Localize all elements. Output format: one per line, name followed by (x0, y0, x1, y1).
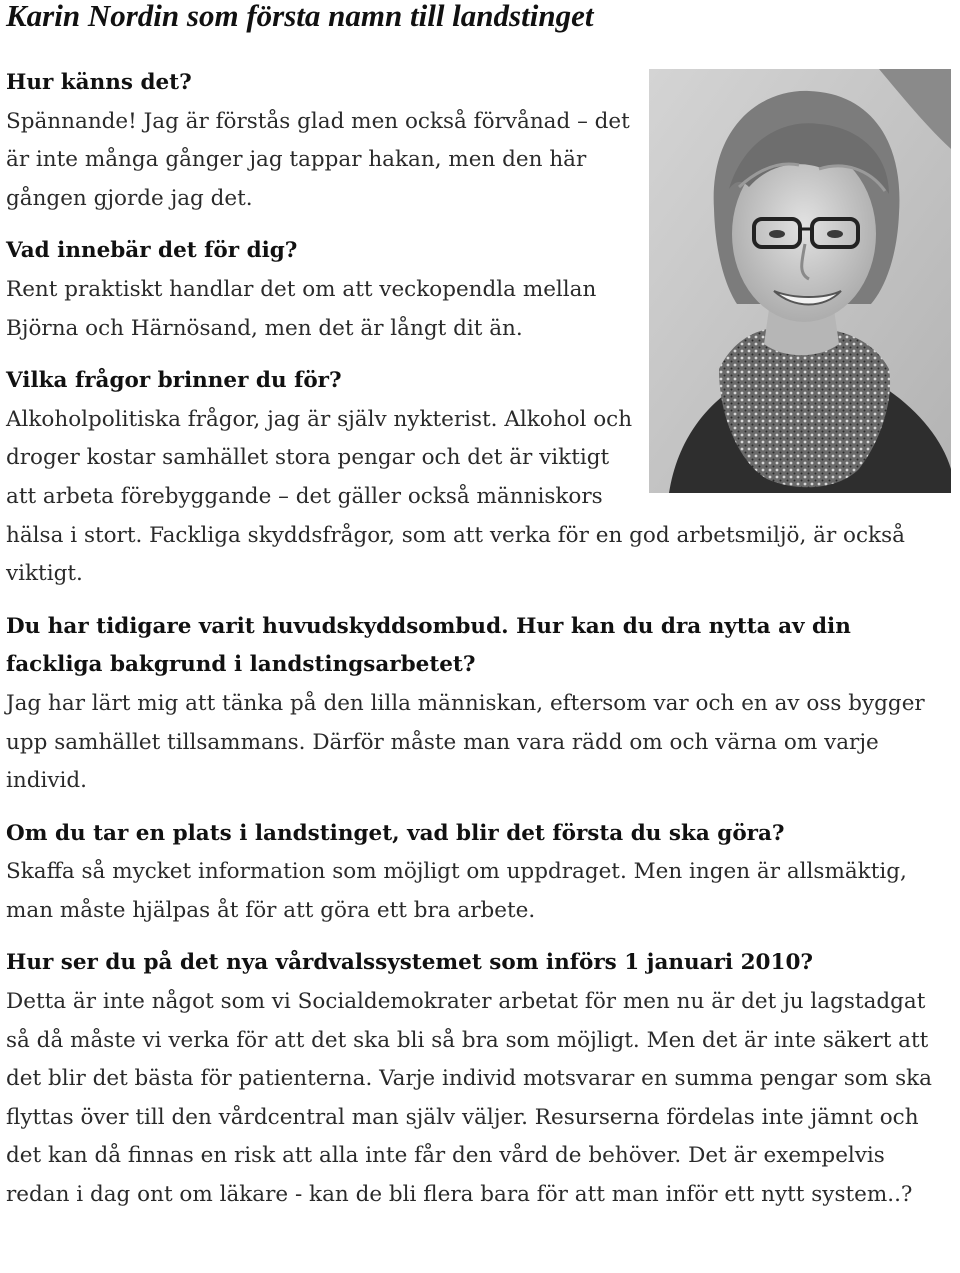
question-6: Hur ser du på det nya vårdvalssystemet som införs 1 januari 2010? (6, 950, 814, 976)
question-5: Om du tar en plats i landstinget, vad blir det första du ska göra? (6, 820, 785, 846)
answer-2: Rent praktiskt handlar det om att veckopendla mellan Björna och Härnösand, men det är långt dit än. (6, 276, 597, 341)
answer-1: Spännande! Jag är förstås glad men också förvånad – det är inte många gånger jag tappar hakan, men den här gången gjorde jag det. (6, 108, 630, 211)
interview-body (6, 64, 954, 1215)
article-title: Karin Nordin som första namn till landstinget (6, 0, 594, 33)
question-2: Vad innebär det för dig? (6, 238, 298, 264)
answer-6: Detta är inte något som vi Socialdemokrater arbetat för men nu är det ju lagstadgat så då måste vi verka för att det ska bli så bra som möjligt. Men det är inte säkert att det blir det bästa för patienterna. Varje individ motsvarar en summa pengar som ska flyttas över till den vårdcentral man själv väljer. Resurserna fördelas inte jämnt och det kan då finnas en risk att alla inte får den vård de behöver. Det är exempelvis redan i dag ont om läkare - kan de bli flera bara för att man inför ett nytt system..? (6, 989, 932, 1208)
question-3: Vilka frågor brinner du för? (6, 368, 342, 394)
answer-5: Skaffa så mycket information som möjligt om uppdraget. Men ingen är allsmäktig, man måste hjälpas åt för att göra ett bra arbete. (6, 859, 907, 923)
answer-3: Alkoholpolitiska frågor, jag är själv nykterist. Alkohol och droger kostar samhället stora pengar och det är viktigt att arbeta förebyggande – det gäller också människors hälsa i stort. Fackliga skyddsfrågor, som att verka för en god arbetsmiljö, är också viktigt. (6, 406, 905, 587)
photo-spacer (639, 64, 954, 510)
answer-4: Jag har lärt mig att tänka på den lilla människan, eftersom var och en av oss bygger upp samhället tillsammans. Därför måste man vara rädd om och värna om varje individ. (6, 690, 925, 794)
question-1: Hur känns det? (6, 70, 192, 95)
question-4: Du har tidigare varit huvudskyddsombud. Hur kan du dra nytta av din fackliga bakgrund i landstingsarbetet? (6, 613, 851, 678)
